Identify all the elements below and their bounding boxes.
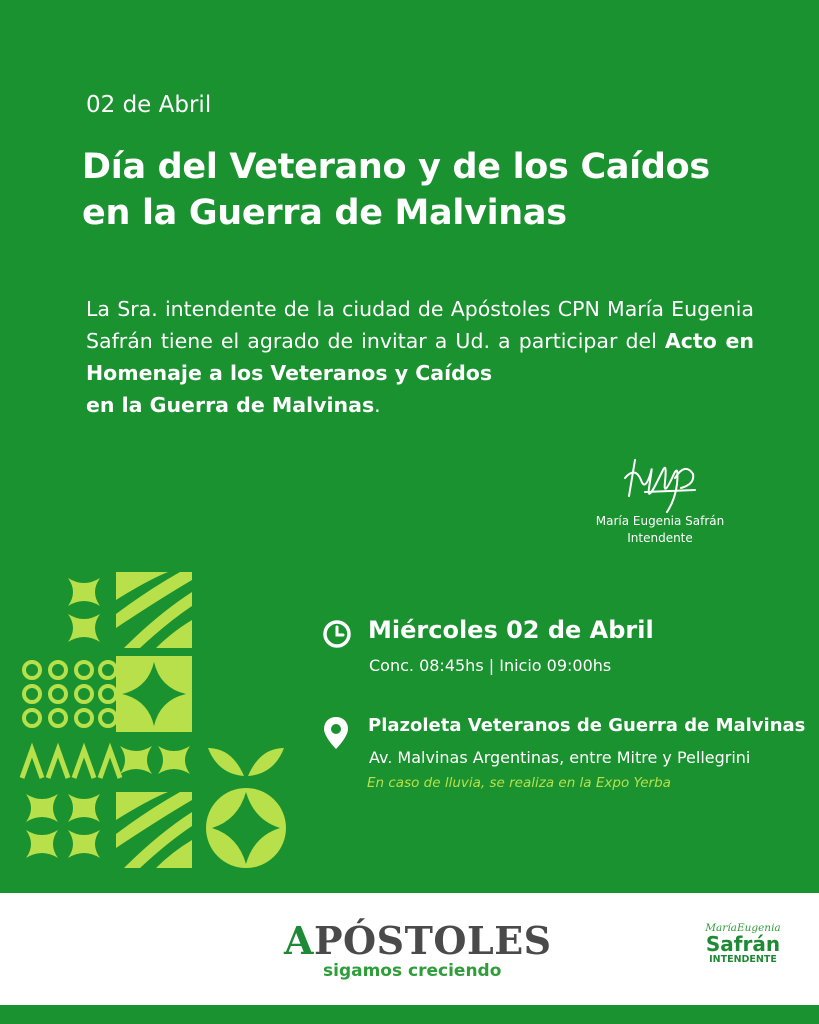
stripes-square-top [116,572,192,648]
candidate-last-name: Safrán [705,932,781,956]
candidate-role: INTENDENTE [709,954,777,965]
candidate-first-name: MaríaEugenia [705,922,781,934]
decorative-pattern [18,570,290,870]
title-line-2: en la Guerra de Malvinas [82,193,567,233]
chevron-row [22,750,120,778]
title-line-1: Día del Veterano y de los Caídos [82,147,710,187]
footer-bottom-stripe [0,1005,819,1024]
page-title [82,144,782,236]
signature-role: Intendente [627,531,693,545]
rings-grid [24,662,116,726]
event-times: Conc. 08:45hs | Inicio 09:00hs [369,656,612,675]
invitation-event-name-2: en la Guerra de Malvinas [86,393,375,417]
event-venue: Plazoleta Veteranos de Guerra de Malvinas [368,715,806,736]
star-square [116,656,192,732]
event-address: Av. Malvinas Argentinas, entre Mitre y Pellegrini [369,748,751,767]
handwritten-signature [615,452,705,514]
stripes-square-bottom [116,792,192,868]
event-date: Miércoles 02 de Abril [368,616,654,644]
invitation-text [86,293,754,421]
logo-first-letter: A [284,918,314,963]
clock-icon [322,619,352,649]
candidate-logo [700,922,786,965]
lens-emblem [206,788,286,868]
leaf-pair [208,748,284,776]
signature-name: María Eugenia Safrán [595,514,725,528]
apostoles-logo [284,918,552,963]
date-label: 02 de Abril [86,92,212,118]
logo-rest: PÓSTOLES [313,918,552,963]
rain-note: En caso de lluvia, se realiza en la Expo Yerba [367,775,671,791]
invitation-event-name-1: Acto en Homenaje a los Veteranos y Caídos [86,329,754,385]
tagline: sigamos creciendo [323,961,502,981]
invitation-end: . [374,393,381,417]
invitation-intro: La Sra. intendente de la ciudad de Apóstoles CPN María Eugenia Safrán tiene el agrado de invitar a Ud. a participar del [86,297,754,353]
cross-leaves-middle [120,746,190,774]
location-pin-icon [322,715,350,751]
signature-block [560,452,760,545]
cross-leaves-bottom [26,794,100,858]
cross-leaves-top [68,578,100,642]
